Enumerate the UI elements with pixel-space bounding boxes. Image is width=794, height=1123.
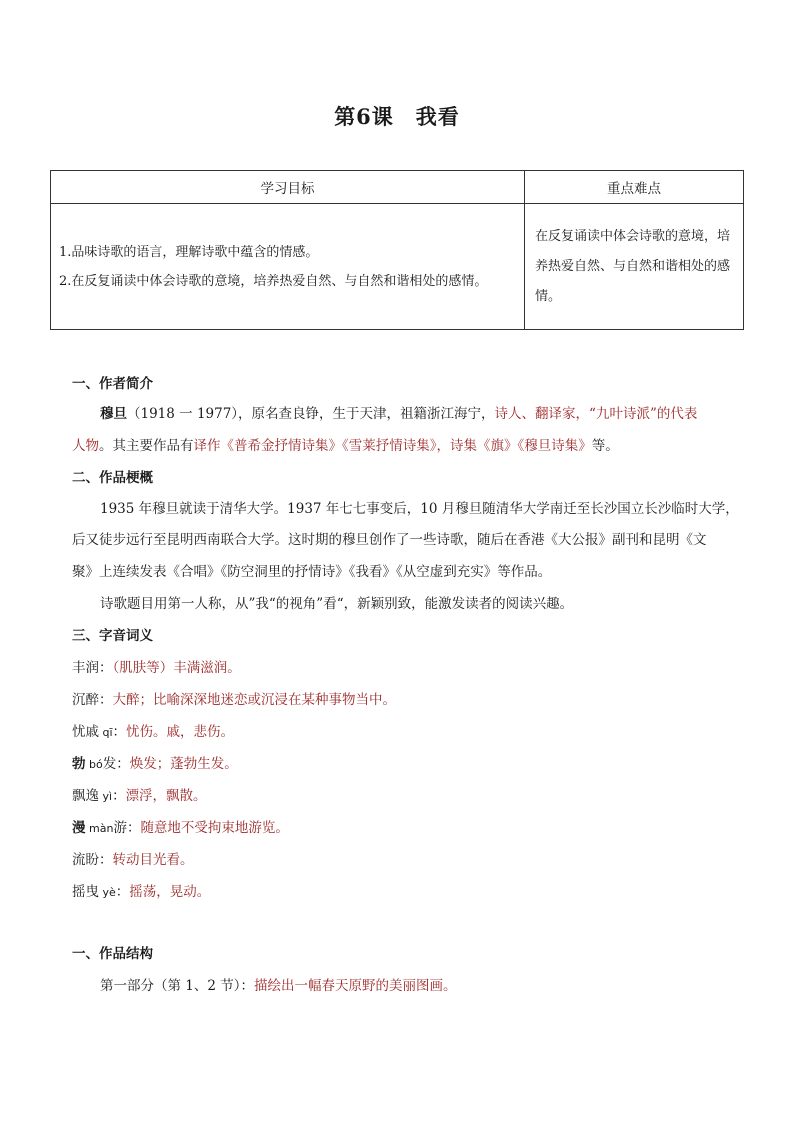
- key-line-2: 养热爱自然、与自然和谐相处的感: [535, 258, 731, 274]
- key-points-header: 重点难点: [525, 171, 744, 204]
- summary-line-2: 后又徒步远行至昆明西南联合大学。这时期的穆旦创作了一些诗歌，随后在香港《大公报》副刊和昆明《文: [72, 532, 707, 548]
- vocab-pinyin: qī: [99, 726, 113, 739]
- vocab-def: 大醉；比喻深深地迷恋或沉浸在某种事物当中。: [112, 692, 396, 708]
- vocab-word: 忧戚: [72, 724, 99, 740]
- summary-line-1: 1935 年穆旦就读于清华大学。1937 年七七事变后，10 月穆旦随清华大学南迁至长沙国立长沙临时大学，: [100, 501, 739, 517]
- works-end: 等。: [591, 438, 619, 454]
- goals-table: [50, 170, 744, 330]
- page-title: 第6课 我看: [334, 104, 460, 129]
- vocab-def: （肌肤等）丰满滋润。: [112, 660, 241, 676]
- goals-header: 学习目标: [51, 171, 525, 204]
- vocab-word: 沉醉: [72, 692, 99, 708]
- vocab-word: 漫: [72, 820, 86, 836]
- vocab-item: 摇曳 yè：摇荡，晃动。: [72, 884, 211, 900]
- vocab-item: 流盼：转动目光看。: [72, 852, 194, 868]
- vocab-pinyin: màn: [85, 822, 114, 835]
- author-intro-text: （1918 一 1977），原名查良铮，生于天津，祖籍浙江海宁，: [127, 406, 495, 422]
- vocab-word: 摇曳: [72, 884, 99, 900]
- author-line-2: [72, 434, 619, 454]
- vocab-item: 漫 màn游：随意地不受拘束地游览。: [72, 820, 289, 836]
- vocab-item: 飘逸 yì：漂浮，飘散。: [72, 788, 207, 804]
- structure-part-desc: 描绘出一幅春天原野的美丽图画。: [254, 978, 457, 994]
- key-line-1: 在反复诵读中体会诗歌的意境，培: [535, 228, 731, 244]
- vocab-pinyin: bó: [85, 758, 103, 771]
- vocab-pinyin: yè: [99, 886, 116, 899]
- vocab-word: 流盼: [72, 852, 99, 868]
- author-role-end: 人物: [72, 438, 99, 454]
- vocab-word-tail: 发: [102, 756, 117, 772]
- summary-line-3: 聚》上连续发表《合唱》《防空洞里的抒情诗》《我看》《从空虚到充实》等作品。: [72, 564, 552, 580]
- author-role-text: 诗人、翻译家，“九叶诗派”的代表: [494, 406, 698, 422]
- section-summary-heading: 二、作品梗概: [72, 470, 153, 486]
- section-vocab-heading: 三、字音词义: [72, 628, 153, 644]
- vocab-def: 忧伤。戚，悲伤。: [126, 724, 235, 740]
- section-author-heading: 一、作者简介: [72, 376, 153, 392]
- vocab-def: 随意地不受拘束地游览。: [140, 820, 289, 836]
- works-intro: 。其主要作品有: [99, 438, 194, 454]
- goals-cell: [51, 204, 525, 330]
- vocab-item: 沉醉：大醉；比喻深深地迷恋或沉浸在某种事物当中。: [72, 692, 396, 708]
- key-points-cell: [525, 204, 744, 330]
- vocab-word: 飘逸: [72, 788, 99, 804]
- vocab-item: 忧戚 qī：忧伤。戚，悲伤。: [72, 724, 235, 740]
- vocab-def: 转动目光看。: [112, 852, 194, 868]
- works-list: 译作《普希金抒情诗集》《雪莱抒情诗集》，诗集《旗》《穆旦诗集》: [193, 438, 592, 454]
- section-structure-heading: 一、作品结构: [72, 946, 153, 962]
- key-line-3: 情。: [535, 288, 562, 304]
- vocab-word-tail: 游: [113, 820, 127, 836]
- vocab-pinyin: yì: [99, 790, 113, 803]
- vocab-item: 丰润：（肌肤等）丰满滋润。: [72, 660, 241, 676]
- vocab-def: 漂浮，飘散。: [125, 788, 207, 804]
- vocab-word: 勃: [72, 756, 86, 772]
- author-name: 穆旦: [100, 406, 127, 422]
- summary-line-4: 诗歌题目用第一人称，从”我“的视角”看“，新颖别致，能激发读者的阅读兴趣。: [100, 596, 574, 612]
- structure-line-1: [100, 974, 457, 994]
- vocab-def: 焕发；蓬勃生发。: [129, 756, 238, 772]
- vocab-word: 丰润: [72, 660, 99, 676]
- vocab-def: 摇荡，晃动。: [129, 884, 211, 900]
- structure-part-label: 第一部分（第 1、2 节）：: [100, 978, 255, 994]
- vocab-item: 勃 bó发：焕发；蓬勃生发。: [72, 756, 238, 772]
- goal-line-2: 2.在反复诵读中体会诗歌的意境，培养热爱自然、与自然和谐相处的感情。: [59, 273, 488, 289]
- author-line-1: [100, 402, 697, 422]
- goal-line-1: 1.品味诗歌的语言，理解诗歌中蕴含的情感。: [59, 244, 319, 260]
